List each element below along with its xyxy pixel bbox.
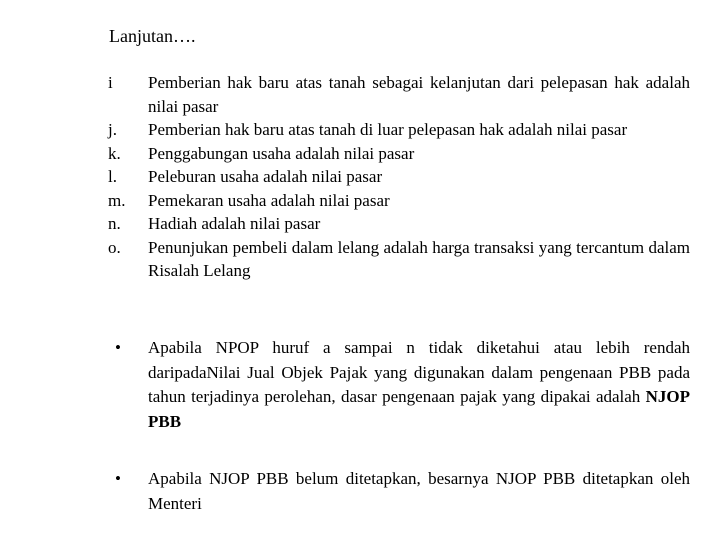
list-marker: j. — [108, 120, 117, 139]
bullet-item — [108, 467, 690, 516]
list-item — [108, 165, 690, 189]
bullet-text — [148, 336, 690, 434]
lettered-list — [108, 71, 690, 283]
bullet-emphasis: NJOP PBB — [148, 387, 690, 431]
list-item — [108, 212, 690, 236]
list-item — [108, 189, 690, 213]
list-text: Penggabungan usaha adalah nilai pasar — [148, 143, 415, 163]
list-text: Peleburan usaha adalah nilai pasar — [148, 167, 383, 186]
list-marker: m. — [108, 190, 126, 210]
bullet-item — [108, 336, 690, 434]
bullet-text: Apabila NJOP PBB belum ditetapkan, besarnya NJOP PBB ditetapkan oleh Menteri — [148, 469, 690, 513]
list-text: Penunjukan pembeli dalam lelang adalah harga transaksi yang tercantum dalam Risalah Lelang — [148, 237, 690, 280]
list-marker: k. — [108, 143, 121, 163]
list-marker: n. — [108, 214, 121, 233]
bullet-marker: • — [115, 338, 121, 357]
list-item — [108, 118, 690, 142]
list-item — [108, 236, 690, 283]
list-marker: o. — [108, 237, 121, 257]
list-text: Pemberian hak baru atas tanah sebagai kelanjutan dari pelepasan hak adalah nilai pasar — [148, 73, 690, 116]
slide-heading: Lanjutan…. — [109, 26, 196, 46]
bullet-marker: • — [115, 469, 121, 488]
list-marker: i — [108, 73, 113, 92]
list-text: Hadiah adalah nilai pasar — [148, 214, 321, 233]
list-marker: l. — [108, 167, 117, 186]
list-text: Pemekaran usaha adalah nilai pasar — [148, 190, 390, 210]
list-text: Pemberian hak baru atas tanah di luar pelepasan hak adalah nilai pasar — [148, 120, 628, 139]
list-item — [108, 142, 690, 166]
list-item — [108, 71, 690, 118]
bullet-list — [108, 336, 690, 549]
bullet-text-body: Apabila NPOP huruf a sampai n tidak diketahui atau lebih rendah daripadaNilai Jual Objek Pajak yang digunakan dalam pengenaan PBB pada tahun terjadinya perolehan, dasar pengenaan pajak yang dipakai adalah — [148, 338, 690, 406]
